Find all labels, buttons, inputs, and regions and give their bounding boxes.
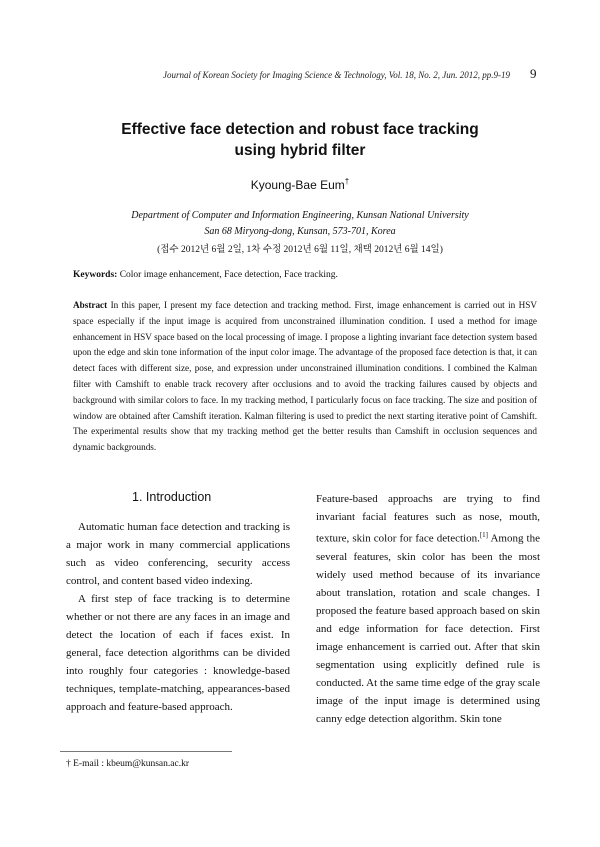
title-line-2: using hybrid filter — [234, 142, 366, 159]
paragraph-text: Among the several features, skin color has been the most widely used method because of its invariance about translation, rotation and scale changes. I proposed the feature based approach based on skin and edge information for face detection. First image enhancement is carried out. After that skin segmentation using explicitly defined rule is conducted. At the same time edge of the gray scale image of the input image is determined using canny edge detection algorithm. Skin tone — [316, 532, 540, 725]
citation: [1] — [479, 531, 488, 539]
submission-dates: (접수 2012년 6월 2일, 1차 수정 2012년 6월 11일, 채택 2012년 6월 14일) — [157, 245, 443, 255]
paragraph: A first step of face tracking is to determine whether or not there are any faces in an image and detect the location of each if faces exist. In general, face detection algorithms can be divided into roughly four categories : knowledge-based techniques, template-matching, appearances-based approach and feature-based approach. — [66, 593, 290, 713]
keywords-label: Keywords: — [73, 270, 118, 280]
left-column — [66, 518, 290, 716]
paragraph — [316, 490, 540, 728]
title-line-1: Effective face detection and robust face tracking — [121, 121, 479, 138]
footnote — [66, 759, 189, 769]
author-mark: † — [344, 177, 350, 186]
page-number: 9 — [530, 66, 537, 81]
affiliation-line-2: San 68 Miryong-dong, Kunsan, 573-701, Korea — [204, 226, 396, 237]
author-name: Kyoung-Bae Eum — [250, 178, 345, 192]
right-column — [316, 490, 540, 728]
abstract-text: In this paper, I present my face detection and tracking method. First, image enhancement is carried out in HSV space especially if the input image is acquired from unconstrained illumination condition. I used a method for image enhancement in HSV space based on the local processing of image. I propose a lighting invariant face detection system based upon the edge and skin tone information of the input color image. The advantage of the proposed face detection is that, it can detect faces with different size, pose, and expression under unconstrained illumination conditions. I combined the Kalman filter with Camshift to enable track recovery after occlusions and to avoid the tracking failures caused by objects and background with similar colors to face. In my tracking method, I particularly focus on face tracking. The size and position of window are obtained after Camshift iteration. Kalman filtering is used to predict the next starting iterative point of Camshift. The experimental results show that my tracking method get the better results than Camshift in occlusion sequences and dynamic backgrounds. — [73, 300, 537, 453]
footnote-mark: † — [66, 759, 71, 769]
paragraph-text: Feature-based approachs are trying to find invariant facial features such as nose, mouth, texture, skin color for face detection. — [316, 493, 540, 545]
section-heading: 1. Introduction — [132, 490, 212, 504]
footnote-email: E-mail : kbeum@kunsan.ac.kr — [73, 759, 189, 769]
keywords-text: Color image enhancement, Face detection, Face tracking. — [119, 270, 338, 280]
paper-title — [60, 119, 540, 161]
affiliation-line-1: Department of Computer and Information Engineering, Kunsan National University — [131, 210, 469, 221]
paragraph: Automatic human face detection and tracking is a major work in many commercial applications such as video conferencing, security access control, and content based video indexing. — [66, 521, 290, 587]
footnote-rule — [60, 751, 232, 752]
author — [60, 177, 540, 192]
keywords — [73, 270, 543, 280]
abstract-label: Abstract — [73, 300, 108, 310]
abstract — [73, 298, 537, 456]
journal-header: Journal of Korean Society for Imaging Science & Technology, Vol. 18, No. 2, Jun. 2012, pp.9-19 — [162, 70, 510, 80]
